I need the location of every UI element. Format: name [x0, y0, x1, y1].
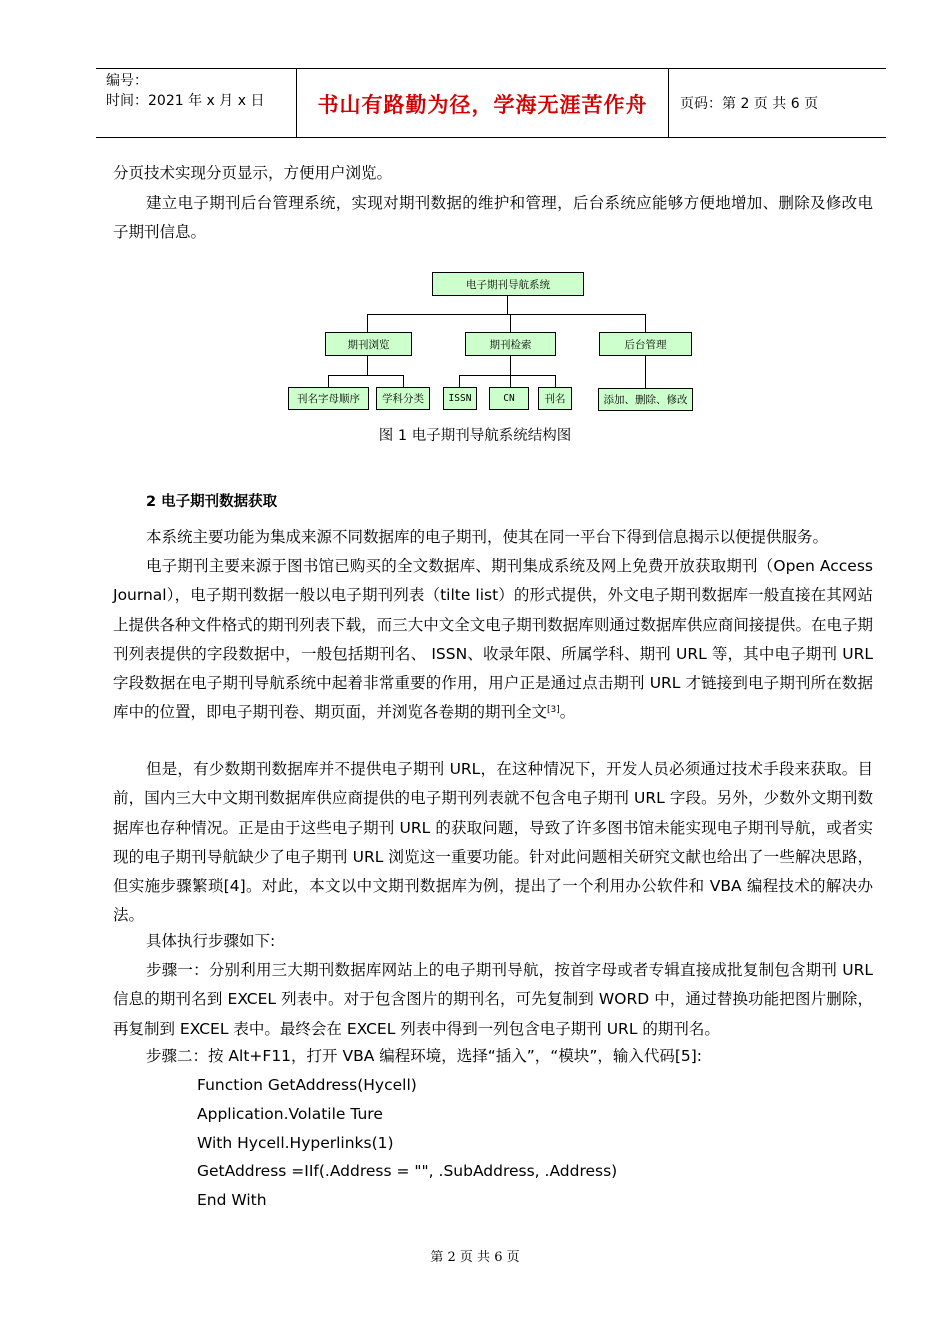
page-footer: 第 2 页 共 6 页 — [430, 1250, 520, 1265]
connector — [510, 314, 511, 332]
connector — [555, 375, 556, 387]
connector — [459, 375, 460, 387]
connector — [328, 375, 403, 376]
code-line: GetAddress =IIf(.Address = "", .SubAddress, .Address) — [197, 1162, 618, 1181]
section-heading: 2 电子期刊数据获取 — [146, 494, 278, 510]
connector — [507, 295, 508, 314]
diagram-node-admin: 后台管理 — [599, 332, 692, 356]
figure-caption: 图 1 电子期刊导航系统结构图 — [378, 428, 572, 444]
connector — [328, 375, 329, 387]
citation: [3] — [547, 705, 560, 716]
diagram-node-edit: 添加、删除、修改 — [598, 388, 693, 411]
connector — [510, 355, 511, 375]
paragraph — [113, 552, 873, 728]
diagram-node-subject: 学科分类 — [376, 387, 430, 410]
diagram-node-cn: CN — [489, 387, 529, 410]
paragraph-text: 电子期刊主要来源于图书馆已购买的全文数据库、期刊集成系统及网上免费开放获取期刊（Open Access Journal），电子期刊数据一般以电子期刊列表（tilte list）的形式提供，外文电子期刊数据库一般直接在其网站上提供各种文件格式的期刊列表下载，而三大中文全文电子期刊数据库则通过数据库供应商间接提供。在电子期刊列表提供的字段数据中，一般包括期刊名、 ISSN、收录年限、所属学科、期刊 URL 等，其中电子期刊 URL 字段数据在电子期刊导航系统中起着非常重要的作用，用户正是通过点击期刊 URL 才链接到电子期刊所在数据库中的位置，即电子期刊卷、期页面，并浏览各卷期的期刊全文 — [113, 557, 873, 722]
code-block — [197, 1071, 617, 1215]
code-line: With Hycell.Hyperlinks(1) — [197, 1133, 394, 1152]
paragraph: 本系统主要功能为集成来源不同数据库的电子期刊，使其在同一平台下得到信息揭示以便提供服务。 — [146, 528, 829, 546]
diagram-node-alpha-order: 刊名字母顺序 — [288, 387, 369, 410]
connector — [367, 355, 368, 375]
connector — [645, 314, 646, 332]
paragraph: 步骤二：按 Alt+F11，打开 VBA 编程环境，选择“插入”，“模块”，输入代码[5]: — [146, 1047, 703, 1065]
diagram-root-node: 电子期刊导航系统 — [432, 272, 584, 296]
connector — [367, 314, 368, 332]
paragraph: 步骤一：分别利用三大期刊数据库网站上的电子期刊导航，按首字母或者专辑直接成批复制包含期刊 URL 信息的期刊名到 EXCEL 列表中。对于包含图片的期刊名，可先复制到 WORD 中，通过替换功能把图片删除，再复制到 EXCEL 表中。最终会在 EXCEL 列表中得到一列包含电子期刊 URL 的期刊名。 — [113, 961, 873, 1038]
paragraph: 建立电子期刊后台管理系统，实现对期刊数据的维护和管理，后台系统应能够方便地增加、删除及修改电子期刊信息。 — [113, 194, 873, 242]
connector — [510, 375, 511, 387]
connector — [367, 314, 646, 315]
connector — [459, 375, 555, 376]
code-label: 编号： — [106, 73, 148, 89]
code-line: End With — [197, 1191, 267, 1210]
connector — [403, 375, 404, 387]
header-meta — [106, 71, 264, 111]
page-header — [96, 68, 886, 138]
connector — [645, 355, 646, 388]
header-divider — [668, 69, 669, 137]
paragraph: 分页技术实现分页显示，方便用户浏览。 — [113, 164, 393, 182]
paragraph: 具体执行步骤如下: — [146, 932, 276, 950]
code-line: Application.Volatile Ture — [197, 1104, 383, 1123]
diagram-node-title: 刊名 — [538, 387, 572, 410]
paragraph: 但是，有少数期刊数据库并不提供电子期刊 URL，在这种情况下，开发人员必须通过技术手段来获取。目前，国内三大中文期刊数据库供应商提供的电子期刊列表就不包含电子期刊 URL 字段。另外，少数外文期刊数据库也存种情况。正是由于这些电子期刊 URL 的获取问题，导致了许多图书馆未能实现电子期刊导航，或者实现的电子期刊导航缺少了电子期刊 URL 浏览这一重要功能。针对此问题相关研究文献也给出了一些解决思路，但实施步骤繁琐[4]。对此，本文以中文期刊数据库为例，提出了一个利用办公软件和 VBA 编程技术的解决办法。 — [113, 760, 873, 925]
paragraph-end: 。 — [559, 703, 576, 722]
code-line: Function GetAddress(Hycell) — [197, 1076, 417, 1094]
diagram-node-browse: 期刊浏览 — [325, 332, 412, 356]
time-label: 时间：2021 年 x 月 x 日 — [106, 93, 265, 109]
header-motto: 书山有路勤为径，学海无涯苦作舟 — [317, 92, 648, 117]
diagram-node-search: 期刊检索 — [465, 332, 556, 356]
diagram-node-issn: ISSN — [443, 387, 477, 410]
header-page-number: 页码：第 2 页 共 6 页 — [680, 96, 819, 112]
